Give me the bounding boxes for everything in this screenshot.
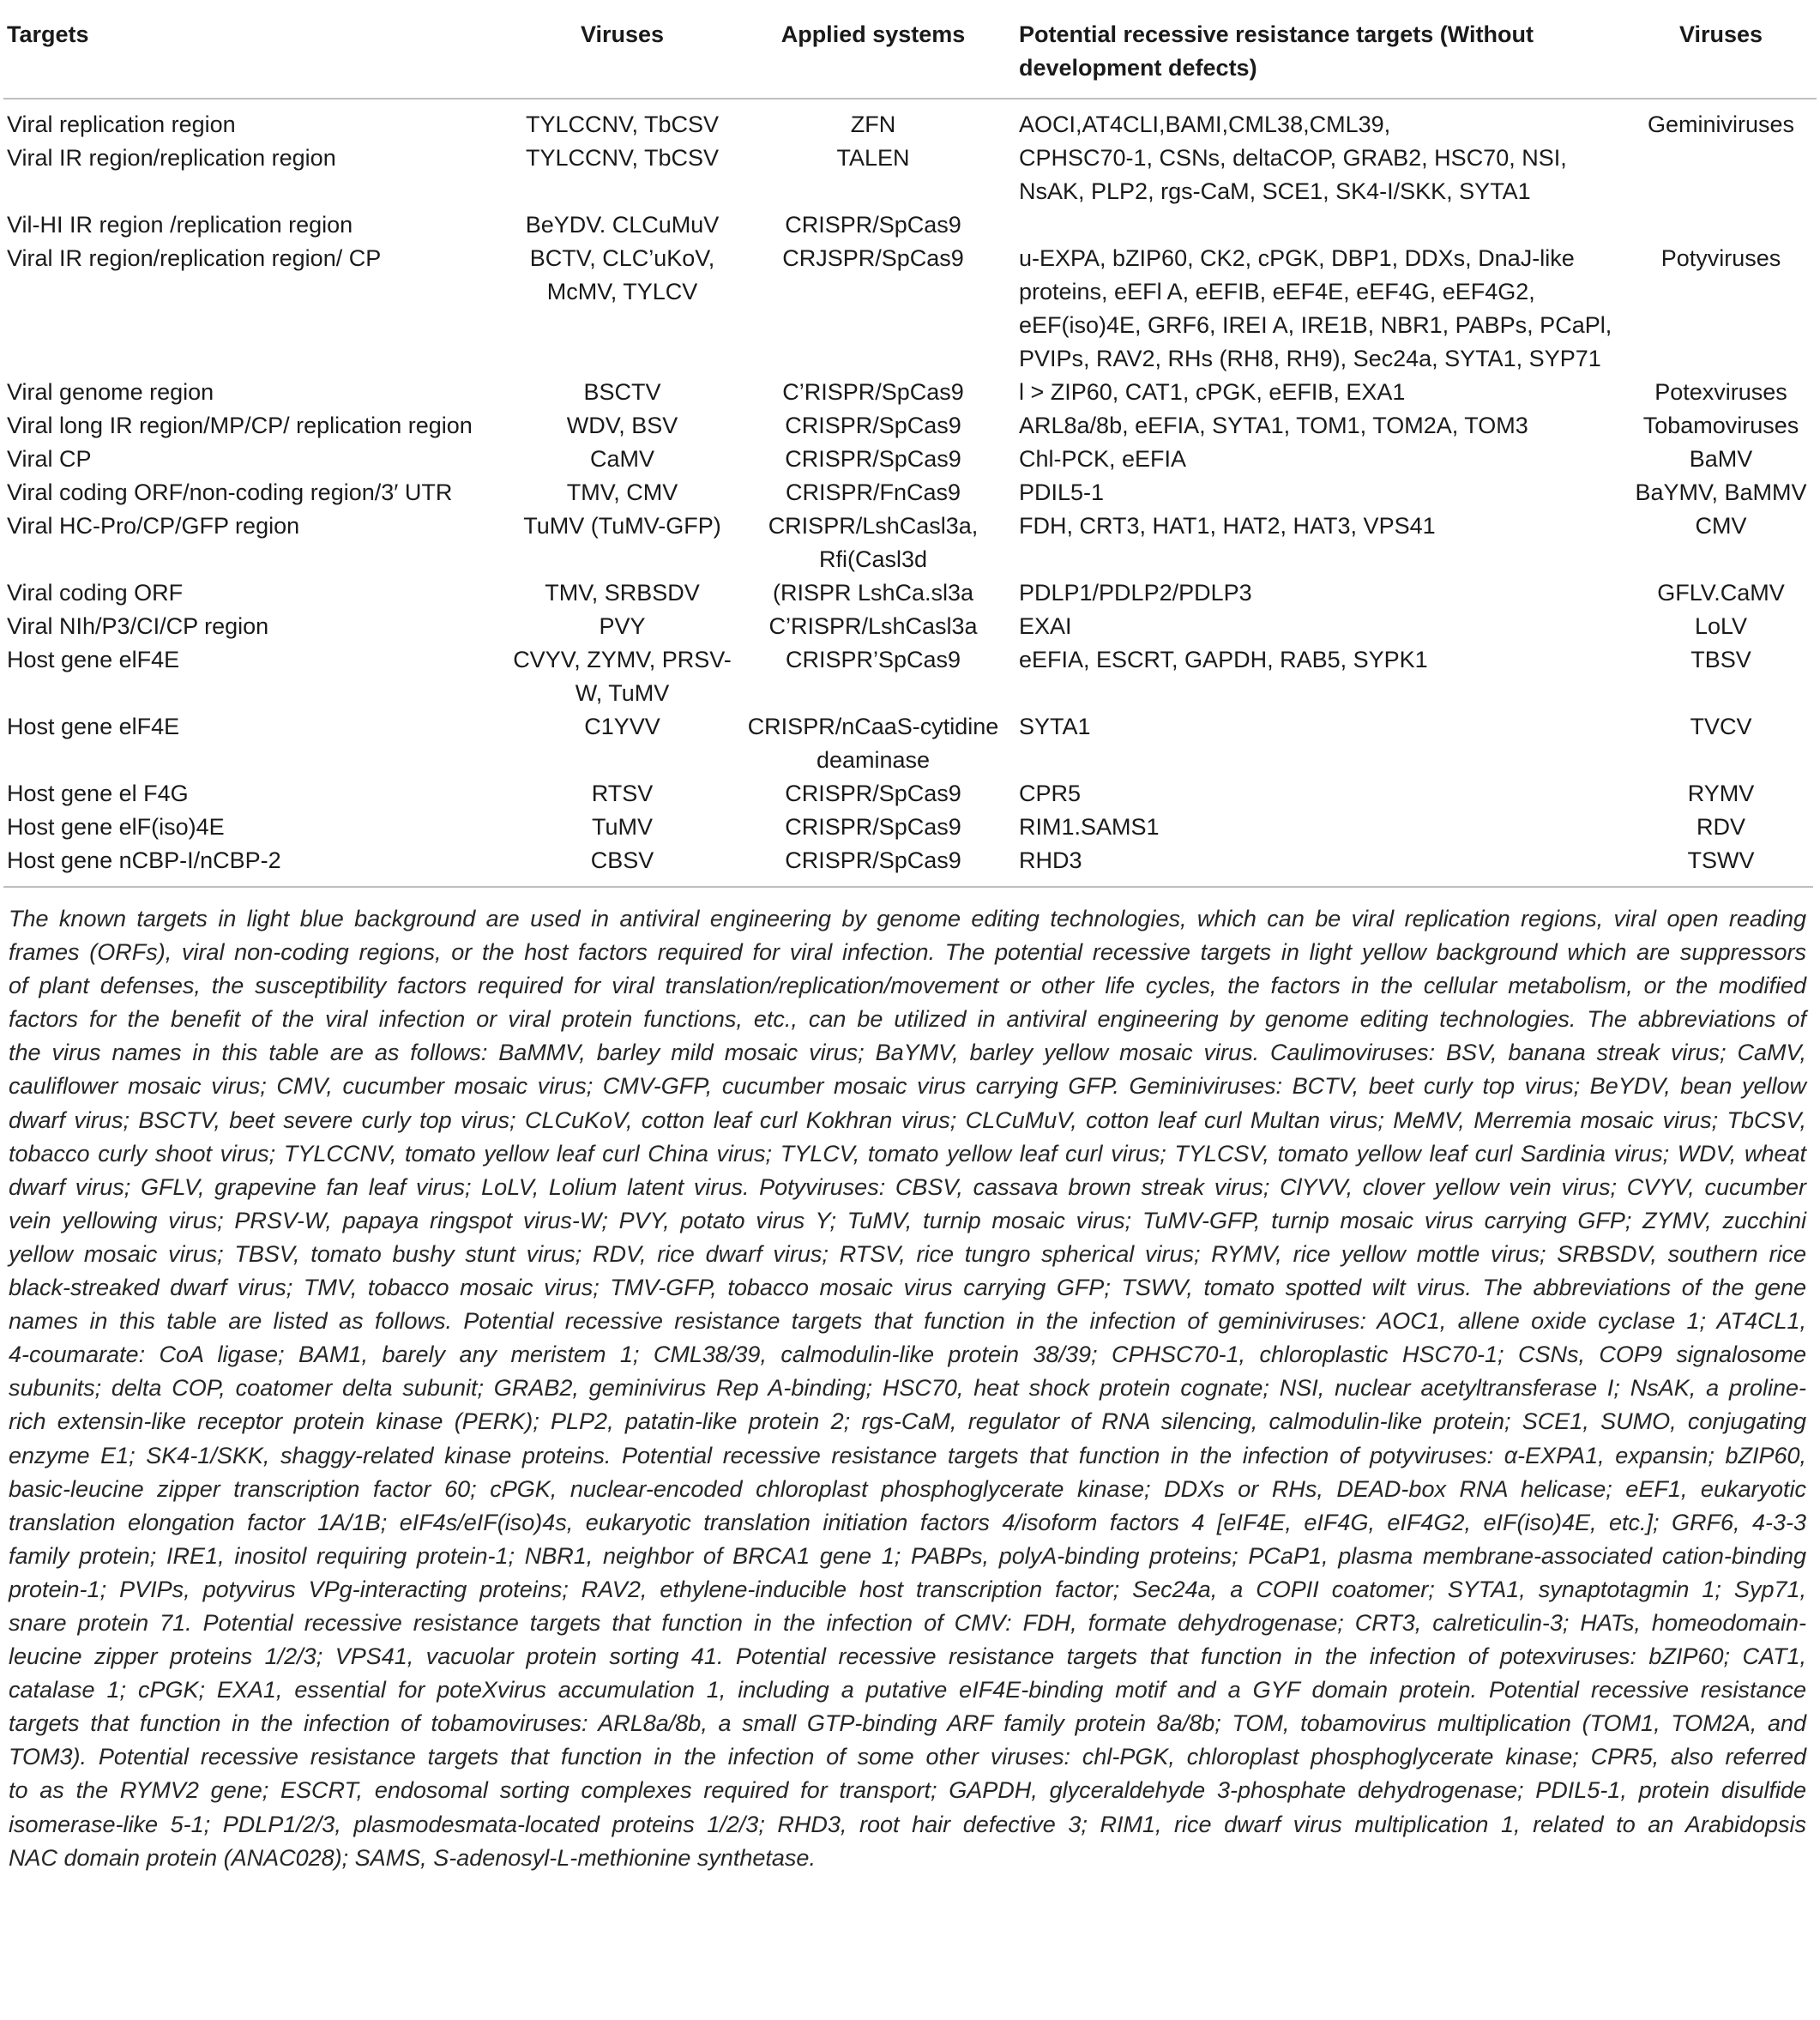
footnote-line: translation elongation factor 1A/1B; eIF4s/eIF(iso)4s, eukaryotic translation initiation factors 4/isoform factors 4 [eIF4E, eIF4G, eIF4G2, eIF(iso)4E, etc.]; GRF6, 4-3-3: [9, 1509, 1806, 1535]
footnote-line: catalase 1; cPGK; EXA1, essential for poteXvirus accumulation 1, including a putative eIF4E-binding motif and a GYF domain protein. Potential recessive resistance: [9, 1677, 1806, 1703]
footnote-line: frames (ORFs), viral non-coding regions, or the host factors required for viral infection. The potential recessive targets in light yellow background which are suppressors: [9, 939, 1806, 966]
applied-system-cell: (RISPR LshCa.sl3a: [772, 580, 974, 606]
footnote-line: dwarf virus; BSCTV, beet severe curly top virus; CLCuKoV, cotton leaf curl Kokhran virus; CLCuMuV, cotton leaf curl Multan virus; MeMV, Merremia mosaic virus; TbCSV,: [9, 1106, 1806, 1133]
table-row: [3, 610, 1817, 643]
viruses-cell: CBSV: [590, 847, 654, 873]
target-viruses-cell: RYMV: [1687, 781, 1755, 806]
target-cell: Viral coding ORF: [7, 580, 184, 606]
table-footnote: [3, 886, 1813, 1875]
table-header: [3, 0, 1817, 99]
footnote-line: to as the RYMV2 gene; ESCRT, endosomal sorting complexes required for transport; GAPDH, glyceraldehyde 3-phosphate dehydrogenase; PDIL5-1, protein disulfide: [9, 1777, 1806, 1804]
target-cell: Viral HC-Pro/CP/GFP region: [7, 513, 300, 539]
footnote-line: isomerase-like 5-1; PDLP1/2/3, plasmodesmata-located proteins 1/2/3; RHD3, root hair defective 3; RIM1, rice dwarf virus multiplication 1, related to an Arabidopsis: [9, 1811, 1806, 1837]
table-row: [3, 99, 1817, 142]
potential-targets-cell: PDLP1/PDLP2/PDLP3: [1019, 580, 1252, 606]
data-table: [3, 0, 1817, 886]
applied-system-cell: CRISPR/SpCas9: [785, 814, 961, 840]
footnote-line: family protein; IRE1, inositol requiring protein-1; NBR1, neighbor of BRCA1 gene 1; PABPs, polyA-binding proteins; PCaP1, plasma membrane-associated cation-binding: [9, 1542, 1806, 1569]
table-row: [3, 576, 1817, 610]
table-row: [3, 777, 1817, 811]
target-cell: Viral NIh/P3/CI/CP region: [7, 613, 269, 639]
table-row: [3, 443, 1817, 476]
target-cell: Host gene nCBP-I/nCBP-2: [7, 847, 281, 873]
footnote-line: targets that function in the infection of tobamoviruses: ARL8a/8b, a small GTP-binding ARF family protein 8a/8b; TOM, tobamovirus multiplication (TOM1, TOM2A, and: [9, 1710, 1806, 1737]
applied-system-cell: ZFN: [850, 112, 896, 137]
potential-targets-cell: AOCI,AT4CLI,BAMI,CML38,CML39,: [1019, 112, 1391, 137]
footnote-line: of plant defenses, the susceptibility factors required for viral translation/replication/movement or other life cycles, the factors in the cellular metabolism, or the modified: [9, 973, 1806, 999]
target-cell: Host gene elF4E: [7, 647, 180, 672]
potential-targets-cell: RHD3: [1019, 847, 1082, 873]
header-potential-targets: Potential recessive resistance targets (Without development defects): [1010, 0, 1625, 99]
footnote-line: 4-coumarate: CoA ligase; BAM1, barely any meristem 1; CML38/39, calmodulin-like protein 38/39; CPHSC70-1, chloroplastic HSC70-1; CSNs, COP9 signalosome: [9, 1342, 1806, 1368]
applied-system-cell: CRISPR/SpCas9: [785, 413, 961, 438]
viruses-cell: BCTV, CLC’uKoV, McMV, TYLCV: [529, 245, 715, 305]
table-row: [3, 476, 1817, 510]
footnote-line: factors for the benefit of the viral infection or viral protein functions, etc., can be utilized in antiviral engineering by genome editing technologies. The abbreviations of: [9, 1006, 1806, 1033]
target-viruses-cell: Potyviruses: [1660, 245, 1781, 271]
header-viruses: Viruses: [509, 0, 736, 99]
footnote-line: snare protein 71. Potential recessive resistance targets that function in the infection of CMV: FDH, formate dehydrogenase; CRT3, calreticulin-3; HATs, homeodomain-: [9, 1609, 1806, 1636]
potential-targets-cell: u-EXPA, bZIP60, CK2, cPGK, DBP1, DDXs, DnaJ-like proteins, eEFl A, eEFIB, eEF4E, eEF4G, eEF4G2, eEF(iso)4E, GRF6, IREI A, IRE1B, NBR1, PABPs, PCaPl, PVIPs, RAV2, RHs (RH8, RH9), Sec24a, SYTA1, SYP71: [1019, 245, 1612, 371]
applied-system-cell: CRISPR/SpCas9: [785, 781, 961, 806]
target-viruses-cell: BaMV: [1689, 446, 1753, 472]
table-row: [3, 142, 1817, 208]
table-row: [3, 643, 1817, 710]
applied-system-cell: CRISPR/SpCas9: [785, 847, 961, 873]
table-row: [3, 811, 1817, 844]
viruses-cell: CVYV, ZYMV, PRSV-W, TuMV: [513, 647, 732, 706]
target-cell: Viral long IR region/MP/CP/ replication region: [7, 413, 473, 438]
applied-system-cell: CRISPR’SpCas9: [785, 647, 961, 672]
footnote-line: names in this table are listed as follows. Potential recessive resistance targets that function in the infection of geminiviruses: AOC1, allene oxide cyclase 1; AT4CL1,: [9, 1308, 1806, 1335]
applied-system-cell: CRISPR/FnCas9: [785, 479, 961, 505]
target-cell: Viral replication region: [7, 112, 236, 137]
table-row: [3, 242, 1817, 376]
target-viruses-cell: GFLV.CaMV: [1657, 580, 1785, 606]
target-viruses-cell: BaYMV, BaMMV: [1635, 479, 1807, 505]
footnote-line: tobacco curly shoot virus; TYLCCNV, tomato yellow leaf curl China virus; TYLCV, tomato yellow leaf curl virus; TYLCSV, tomato yellow leaf curl Sardinia virus; WDV, wheat: [9, 1140, 1806, 1167]
applied-system-cell: CRISPR/LshCasl3a, Rfi(Casl3d: [768, 513, 979, 572]
target-viruses-cell: LoLV: [1694, 613, 1748, 639]
potential-targets-cell: CPHSC70-1, CSNs, deltaCOP, GRAB2, HSC70, NSI, NsAK, PLP2, rgs-CaM, SCE1, SK4-I/SKK, SYTA1: [1019, 145, 1567, 204]
target-cell: Viral IR region/replication region/ CP: [7, 245, 382, 271]
target-viruses-cell: Potexviruses: [1654, 379, 1787, 405]
footnote-line: leucine zipper proteins 1/2/3; VPS41, vacuolar protein sorting 41. Potential recessive resistance targets that function in the infection of potexviruses: bZIP60; CAT1,: [9, 1643, 1806, 1670]
target-cell: Viral CP: [7, 446, 92, 472]
footnote-line: cauliflower mosaic virus; CMV, cucumber mosaic virus; CMV-GFP, cucumber mosaic virus carrying GFP. Geminiviruses: BCTV, beet curly top virus; BeYDV, bean yellow: [9, 1073, 1806, 1100]
applied-system-cell: CRISPR/SpCas9: [785, 212, 961, 238]
viruses-cell: PVY: [599, 613, 646, 639]
footnote-line: yellow mosaic virus; TBSV, tomato bushy stunt virus; RDV, rice dwarf virus; RTSV, rice tungro spherical virus; RYMV, rice yellow mottle virus; SRBSDV, southern rice: [9, 1240, 1806, 1267]
viruses-cell: WDV, BSV: [566, 413, 678, 438]
target-viruses-cell: Tobamoviruses: [1642, 413, 1799, 438]
footnote-line: rich extensin-like receptor protein kinase (PERK); PLP2, patatin-like protein 2; rgs-CaM, regulator of RNA silencing, calmodulin-like protein; SCE1, SUMO, conjugating: [9, 1408, 1806, 1435]
footnote-line: black-streaked dwarf virus; TMV, tobacco mosaic virus; TMV-GFP, tobacco mosaic virus carrying GFP; TSWV, tomato spotted wilt virus. The abbreviations of the gene: [9, 1275, 1806, 1301]
applied-system-cell: TALEN: [836, 145, 910, 171]
applied-system-cell: C’RISPR/LshCasl3a: [768, 613, 978, 639]
viruses-cell: C1YVV: [584, 714, 660, 739]
applied-system-cell: CRISPR/nCaaS-cytidine deaminase: [747, 714, 999, 773]
footnote-line: enzyme E1; SK4-1/SKK, shaggy-related kinase proteins. Potential recessive resistance targets that function in the infection of potyviruses: α-EXPA1, expansin; bZIP60,: [9, 1442, 1806, 1468]
target-viruses-cell: [1625, 208, 1817, 242]
table-body: [3, 99, 1817, 886]
target-viruses-cell: RDV: [1696, 814, 1745, 840]
potential-targets-cell: l > ZIP60, CAT1, cPGK, eEFIB, EXA1: [1019, 379, 1406, 405]
target-cell: Vil-HI IR region /replication region: [7, 212, 353, 238]
potential-targets-cell: PDIL5-1: [1019, 479, 1105, 505]
table-row: [3, 844, 1817, 886]
potential-targets-cell: [1010, 208, 1625, 242]
potential-targets-cell: Chl-PCK, eEFIA: [1019, 446, 1187, 472]
potential-targets-cell: eEFIA, ESCRT, GAPDH, RAB5, SYPK1: [1019, 647, 1428, 672]
target-viruses-cell: TVCV: [1690, 714, 1752, 739]
footnote-line: the virus names in this table are as follows: BaMMV, barley mild mosaic virus; BaYMV, barley yellow mosaic virus. Caulimoviruses: BSV, banana streak virus; CaMV,: [9, 1040, 1806, 1066]
viruses-cell: CaMV: [589, 446, 654, 472]
header-targets: Targets: [3, 0, 509, 99]
target-cell: Host gene elF4E: [7, 714, 180, 739]
target-viruses-cell: TBSV: [1690, 647, 1751, 672]
target-cell: Viral IR region/replication region: [7, 145, 336, 171]
footnote-line: vein yellowing virus; PRSV-W, papaya ringspot virus-W; PVY, potato virus Y; TuMV, turnip mosaic virus; TuMV-GFP, turnip mosaic virus carrying GFP; ZYMV, zucchini: [9, 1207, 1806, 1233]
header-applied-systems: Applied systems: [736, 0, 1010, 99]
table-row: [3, 208, 1817, 242]
viruses-cell: TuMV: [591, 814, 653, 840]
header-row: [3, 0, 1817, 99]
target-cell: Host gene el F4G: [7, 781, 189, 806]
potential-targets-cell: RIM1.SAMS1: [1019, 814, 1160, 840]
viruses-cell: BSCTV: [583, 379, 661, 405]
applied-system-cell: CRISPR/SpCas9: [785, 446, 961, 472]
viruses-cell: BeYDV. CLCuMuV: [525, 212, 720, 238]
potential-targets-cell: EXAI: [1019, 613, 1072, 639]
target-cell: Viral genome region: [7, 379, 214, 405]
table-row: [3, 510, 1817, 576]
footnote-line: subunits; delta COP, coatomer delta subunit; GRAB2, geminivirus Rep A-binding; HSC70, heat shock protein cognate; NSI, nuclear acetyltransferase I; NsAK, a proline-: [9, 1375, 1806, 1402]
footnote-line: NAC domain protein (ANAC028); SAMS, S-adenosyl-L-methionine synthetase.: [9, 1844, 816, 1871]
footnote-line: The known targets in light blue background are used in antiviral engineering by genome editing technologies, which can be viral replication regions, viral open reading: [9, 906, 1806, 932]
header-viruses-2: Viruses: [1625, 0, 1817, 99]
potential-targets-cell: ARL8a/8b, eEFIA, SYTA1, TOM1, TOM2A, TOM3: [1019, 413, 1528, 438]
applied-system-cell: C’RISPR/SpCas9: [782, 379, 964, 405]
potential-targets-cell: FDH, CRT3, HAT1, HAT2, HAT3, VPS41: [1019, 513, 1436, 539]
potential-targets-cell: SYTA1: [1019, 714, 1091, 739]
target-viruses-cell: [1625, 142, 1817, 208]
target-viruses-cell: CMV: [1695, 513, 1747, 539]
footnote-line: dwarf virus; GFLV, grapevine fan leaf virus; LoLV, Lolium latent virus. Potyviruses: CBSV, cassava brown streak virus; ClYVV, clover yellow vein virus; CVYV, cucumber: [9, 1173, 1806, 1200]
target-cell: Viral coding ORF/non-coding region/3′ UTR: [7, 479, 453, 505]
footnote-line: protein-1; PVIPs, potyvirus VPg-interacting proteins; RAV2, ethylene-inducible host transcription factor; Sec24a, a COPII coatomer; SYTA1, synaptotagmin 1; Syp71,: [9, 1576, 1806, 1602]
viruses-cell: TMV, SRBSDV: [545, 580, 700, 606]
target-cell: Host gene elF(iso)4E: [7, 814, 225, 840]
viruses-cell: TuMV (TuMV-GFP): [523, 513, 721, 539]
table-row: [3, 409, 1817, 443]
target-viruses-cell: Geminiviruses: [1647, 112, 1795, 137]
footnote-line: basic-leucine zipper transcription factor 60; cPGK, nuclear-encoded chloroplast phosphoglycerate kinase; DDXs or RHs, DEAD-box RNA helicase; eEF1, eukaryotic: [9, 1475, 1806, 1502]
viruses-cell: RTSV: [591, 781, 654, 806]
potential-targets-cell: CPR5: [1019, 781, 1082, 806]
viruses-cell: TYLCCNV, TbCSV: [525, 112, 720, 137]
viruses-cell: TMV, CMV: [566, 479, 678, 505]
viruses-cell: TYLCCNV, TbCSV: [525, 145, 720, 171]
table-row: [3, 710, 1817, 777]
applied-system-cell: CRJSPR/SpCas9: [782, 245, 964, 271]
footnote-line: TOM3). Potential recessive resistance targets that function in the infection of some other viruses: chl-PGK, chloroplast phosphoglycerate kinase; CPR5, also referred: [9, 1744, 1806, 1770]
table-row: [3, 376, 1817, 409]
target-viruses-cell: TSWV: [1687, 847, 1755, 873]
